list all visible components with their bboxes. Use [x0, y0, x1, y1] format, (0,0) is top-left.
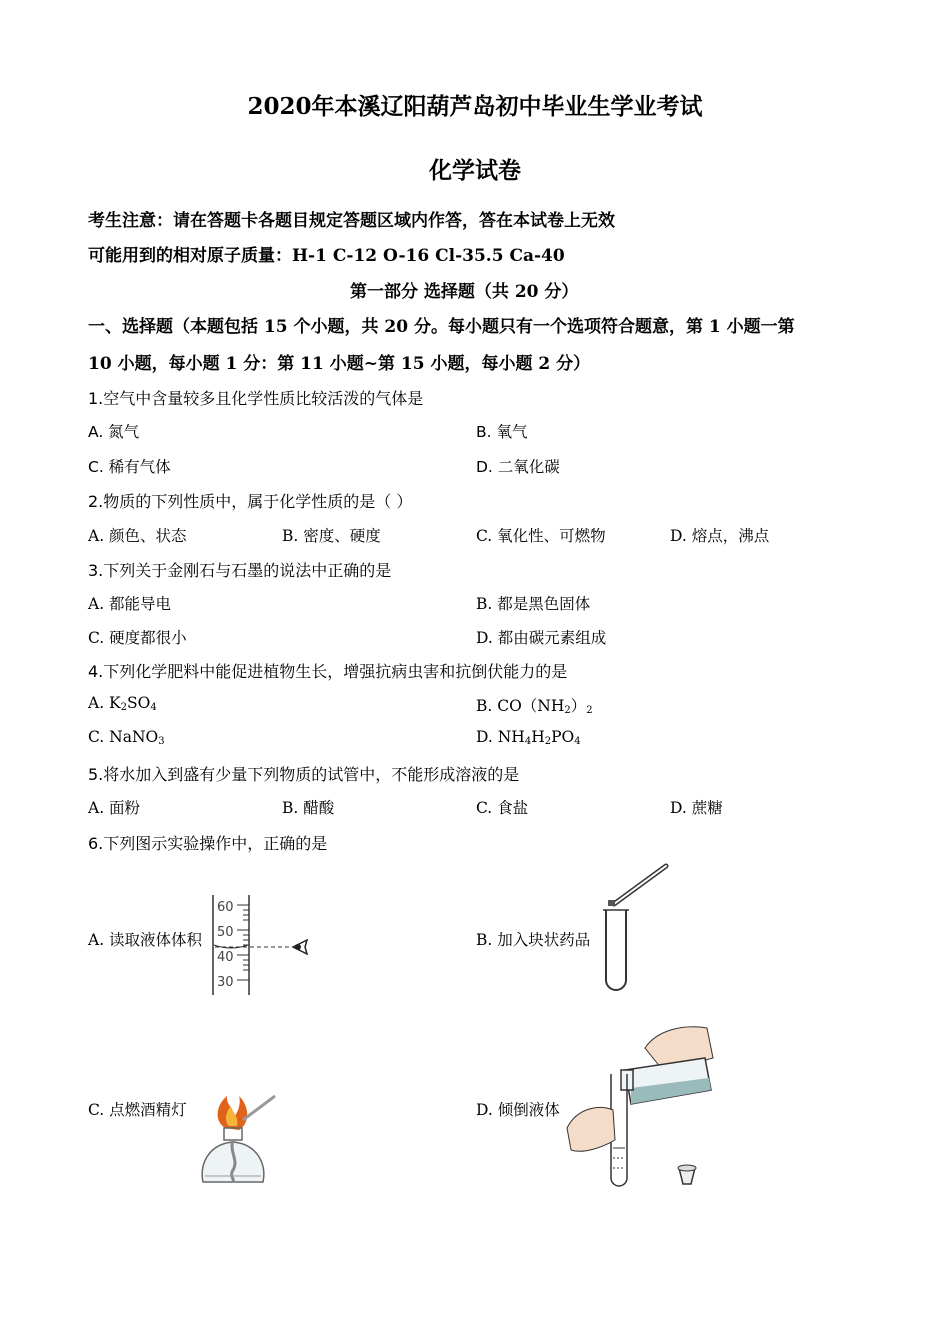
question-2-stem: 2.物质的下列性质中，属于化学性质的是（ ）: [88, 492, 413, 511]
pouring-liquid-figure: [565, 1018, 715, 1188]
q5-option-b: B. 醋酸: [282, 799, 335, 817]
q1-option-a: A. 氮气: [88, 423, 140, 441]
q4-option-b: B. $CO(NH_2)_2$: [476, 697, 593, 716]
section-instructions-1: 一、选择题（本题包括 15 个小题，共 20 分。每小题只有一个选项符合题意，第 1 小题一第: [88, 317, 795, 337]
question-3-stem: 3.下列关于金刚石与石墨的说法中正确的是: [88, 561, 392, 580]
eye-icon: [293, 940, 307, 954]
solid-chunk: [608, 900, 615, 906]
alcohol-lamp-figure: [195, 1080, 285, 1190]
exam-title: 2020年本溪辽阳葫芦岛初中毕业生学业考试: [247, 93, 703, 120]
exam-subtitle: 化学试卷: [429, 157, 521, 184]
part-heading: 第一部分 选择题（共 20 分）: [350, 282, 579, 302]
question-5-stem: 5.将水加入到盛有少量下列物质的试管中，不能形成溶液的是: [88, 765, 520, 784]
q6-option-d: D. 倾倒液体: [476, 1101, 560, 1119]
q5-option-c: C. 食盐: [476, 799, 529, 817]
q1-option-d: D. 二氧化碳: [476, 458, 560, 476]
flame-icon: [218, 1096, 248, 1130]
notice-line-1: 考生注意：请在答题卡各题目规定答题区域内作答，答在本试卷上无效: [88, 211, 615, 231]
tick-label-50: 50: [217, 925, 234, 940]
tick-label-30: 30: [217, 975, 234, 990]
stopper-icon: [678, 1165, 696, 1184]
test-tube-tweezers-figure: [600, 860, 680, 995]
q3-option-a: A. 都能导电: [88, 595, 172, 613]
reagent-bottle-icon: [621, 1058, 711, 1104]
q4-option-d: D. $NH_4H_2PO_4$: [476, 728, 581, 747]
q6-option-c: C. 点燃酒精灯: [88, 1101, 187, 1119]
q5-option-d: D. 蔗糖: [670, 799, 723, 817]
tweezers-icon: [614, 866, 666, 904]
q2-option-a: A. 颜色、状态: [88, 527, 187, 545]
question-1-stem: 1.空气中含量较多且化学性质比较活泼的气体是: [88, 389, 424, 408]
tick-label-40: 40: [217, 950, 234, 965]
question-6-stem: 6.下列图示实验操作中，正确的是: [88, 834, 328, 853]
graduated-cylinder-figure: [205, 893, 315, 997]
question-4-stem: 4.下列化学肥料中能促进植物生长，增强抗病虫害和抗倒伏能力的是: [88, 662, 568, 681]
q3-option-b: B. 都是黑色固体: [476, 595, 591, 613]
q3-option-c: C. 硬度都很小: [88, 629, 187, 647]
q6-option-a: A. 读取液体体积: [88, 931, 203, 949]
notice-line-2: 可能用到的相对原子质量：H-1 C-12 O-16 Cl-35.5 Ca-40: [88, 246, 565, 266]
q6-option-b: B. 加入块状药品: [476, 931, 591, 949]
q1-option-b: B. 氧气: [476, 423, 528, 441]
hand-icon: [567, 1107, 615, 1151]
q1-option-c: C. 稀有气体: [88, 458, 171, 476]
q4-option-c: C. NaNO$_3$: [88, 728, 165, 747]
q2-option-d: D. 熔点，沸点: [670, 527, 770, 545]
q3-option-d: D. 都由碳元素组成: [476, 629, 607, 647]
q4-option-a: A. $K_2SO_4$: [88, 694, 157, 713]
q5-option-a: A. 面粉: [88, 799, 141, 817]
tick-label-60: 60: [217, 900, 234, 915]
q2-option-b: B. 密度、硬度: [282, 527, 381, 545]
section-instructions-2: 10 小题，每小题 1 分：第 11 小题~第 15 小题，每小题 2 分）: [88, 354, 591, 374]
q2-option-c: C. 氧化性、可燃物: [476, 527, 606, 545]
